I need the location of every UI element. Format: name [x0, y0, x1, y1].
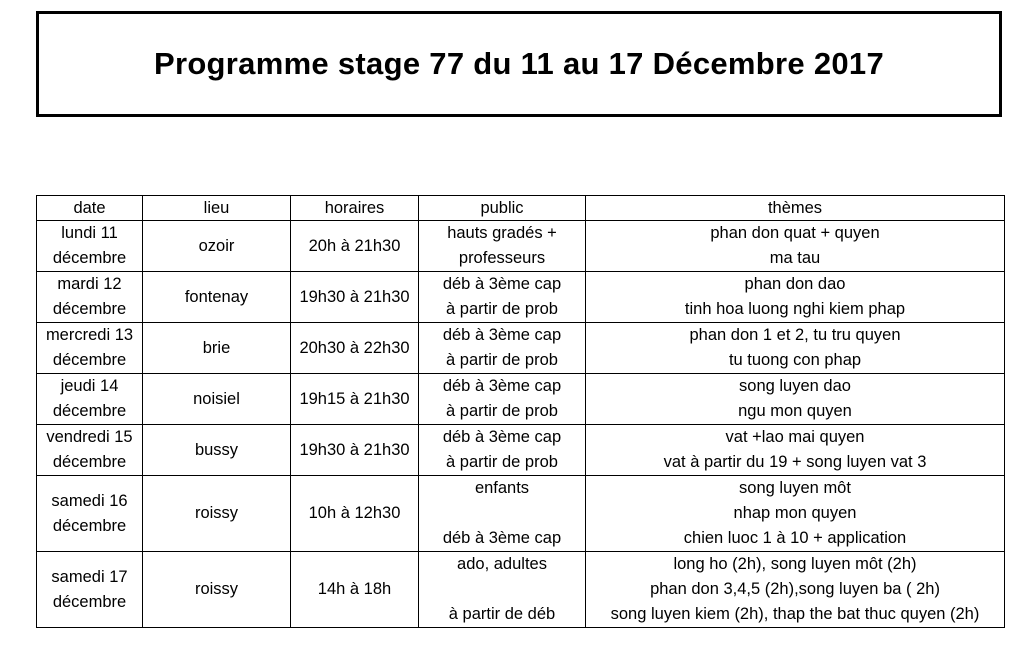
header-lieu: lieu: [143, 196, 291, 221]
schedule-table: [36, 195, 1005, 628]
date-line: décembre: [52, 592, 127, 611]
public-cell: [419, 374, 586, 425]
horaires-cell: 20h30 à 22h30: [291, 323, 419, 374]
date-cell: [37, 374, 143, 425]
horaires-cell: 19h30 à 21h30: [291, 425, 419, 476]
lieu-cell: roissy: [143, 552, 291, 628]
public-line: à partir de prob: [446, 300, 558, 318]
public-cell: [419, 425, 586, 476]
public-cell: [419, 272, 586, 323]
date-line: mardi 12: [57, 275, 122, 293]
public-line: déb à 3ème cap: [442, 275, 562, 293]
lieu-cell: fontenay: [143, 272, 291, 323]
date-line: samedi 16: [51, 491, 128, 510]
theme-line: long ho (2h), song luyen môt (2h): [673, 555, 917, 573]
theme-line: ngu mon quyen: [738, 402, 852, 420]
public-line: professeurs: [458, 249, 546, 267]
themes-cell: [586, 272, 1005, 323]
public-line: [421, 577, 583, 602]
themes-cell: [586, 323, 1005, 374]
themes-cell: [586, 221, 1005, 272]
date-cell: [37, 552, 143, 628]
public-line: déb à 3ème cap: [442, 529, 562, 547]
horaires-cell: 19h30 à 21h30: [291, 272, 419, 323]
date-line: décembre: [52, 300, 127, 318]
date-line: décembre: [52, 516, 127, 535]
theme-line: phan don 3,4,5 (2h),song luyen ba ( 2h): [650, 580, 940, 598]
public-line: à partir de déb: [448, 605, 556, 623]
horaires-cell: 14h à 18h: [291, 552, 419, 628]
theme-line: vat +lao mai quyen: [725, 428, 865, 446]
header-themes: thèmes: [586, 196, 1005, 221]
themes-cell: [586, 374, 1005, 425]
themes-cell: [586, 552, 1005, 628]
date-line: vendredi 15: [46, 428, 133, 446]
date-cell: [37, 272, 143, 323]
theme-line: nhap mon quyen: [733, 504, 857, 522]
table-row: [37, 221, 1005, 272]
theme-line: phan don 1 et 2, tu tru quyen: [689, 326, 901, 344]
lieu-cell: bussy: [143, 425, 291, 476]
public-line: ado, adultes: [457, 555, 547, 573]
public-line: déb à 3ème cap: [442, 326, 562, 344]
horaires-cell: 20h à 21h30: [291, 221, 419, 272]
horaires-cell: 19h15 à 21h30: [291, 374, 419, 425]
date-line: mercredi 13: [45, 326, 134, 344]
theme-line: song luyen dao: [739, 377, 851, 395]
lieu-cell: roissy: [143, 476, 291, 552]
public-line: à partir de prob: [446, 402, 558, 420]
theme-line: tinh hoa luong nghi kiem phap: [684, 300, 906, 318]
theme-line: vat à partir du 19 + song luyen vat 3: [663, 453, 927, 471]
table-row: [37, 374, 1005, 425]
date-line: décembre: [52, 351, 127, 369]
public-line: déb à 3ème cap: [442, 377, 562, 395]
theme-line: song luyen môt: [739, 479, 851, 497]
header-public: public: [419, 196, 586, 221]
date-cell: [37, 221, 143, 272]
date-line: samedi 17: [51, 567, 128, 586]
themes-cell: [586, 425, 1005, 476]
theme-line: ma tau: [769, 249, 821, 267]
themes-cell: [586, 476, 1005, 552]
header-horaires: horaires: [291, 196, 419, 221]
table-header-row: [37, 196, 1005, 221]
table-row: [37, 323, 1005, 374]
date-line: lundi 11: [61, 224, 118, 242]
table-row: [37, 272, 1005, 323]
date-cell: [37, 323, 143, 374]
date-line: décembre: [52, 402, 127, 420]
date-line: décembre: [52, 249, 127, 267]
public-line: à partir de prob: [446, 453, 558, 471]
lieu-cell: brie: [143, 323, 291, 374]
public-cell: [419, 476, 586, 552]
lieu-cell: noisiel: [143, 374, 291, 425]
date-cell: [37, 476, 143, 552]
theme-line: phan don dao: [744, 275, 846, 293]
public-line: enfants: [474, 479, 530, 497]
table-row: [37, 552, 1005, 628]
theme-line: chien luoc 1 à 10 + application: [683, 529, 907, 547]
public-line: déb à 3ème cap: [442, 428, 562, 446]
public-cell: [419, 323, 586, 374]
public-cell: [419, 221, 586, 272]
horaires-cell: 10h à 12h30: [291, 476, 419, 552]
header-date: date: [37, 196, 143, 221]
date-cell: [37, 425, 143, 476]
lieu-cell: ozoir: [143, 221, 291, 272]
date-line: jeudi 14: [60, 377, 119, 395]
theme-line: phan don quat + quyen: [710, 224, 880, 242]
theme-line: song luyen kiem (2h), thap the bat thuc quyen (2h): [610, 605, 980, 623]
public-cell: [419, 552, 586, 628]
date-line: décembre: [52, 453, 127, 471]
page-title: Programme stage 77 du 11 au 17 Décembre 2017: [153, 46, 885, 81]
public-line: [421, 501, 583, 526]
title-box: [36, 11, 1002, 117]
table-row: [37, 425, 1005, 476]
theme-line: tu tuong con phap: [728, 351, 862, 369]
public-line: à partir de prob: [446, 351, 558, 369]
table-row: [37, 476, 1005, 552]
public-line: hauts gradés +: [447, 224, 557, 242]
